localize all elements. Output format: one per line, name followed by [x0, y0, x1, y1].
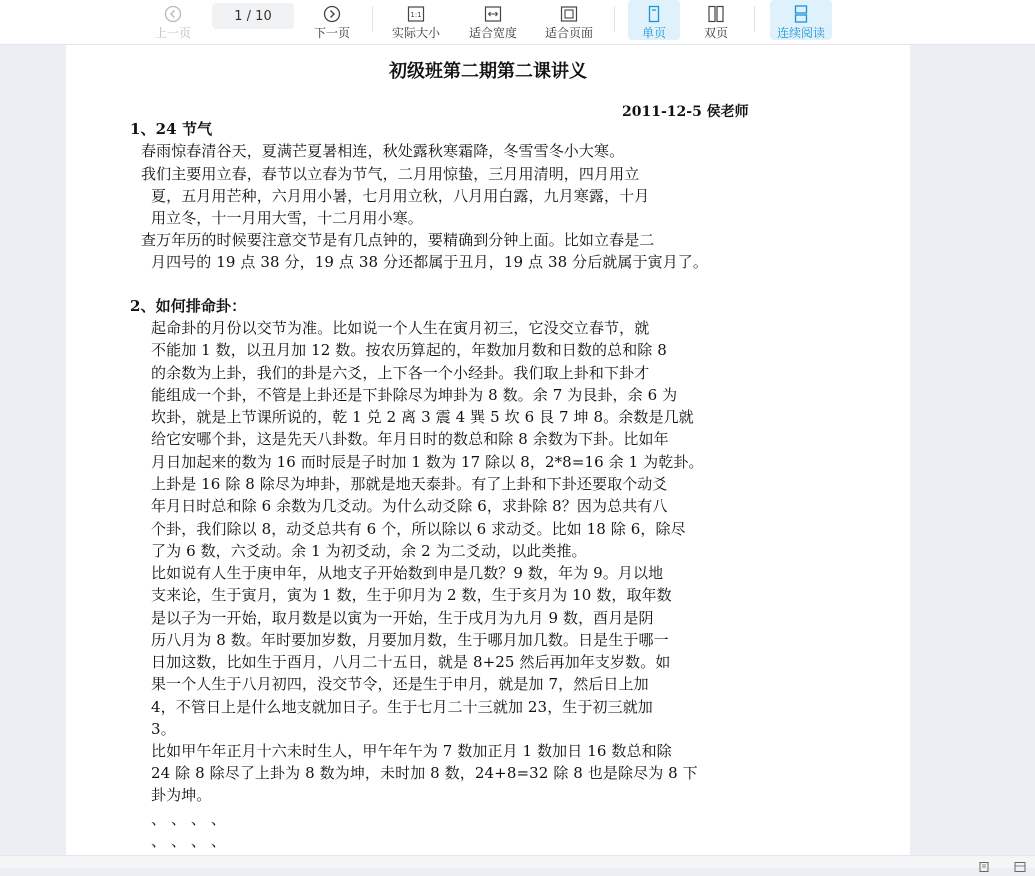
double-page-icon	[707, 5, 725, 23]
fit-page-label: 适合页面	[544, 26, 593, 40]
chevron-left-circle-icon	[164, 5, 182, 23]
document-page	[66, 45, 910, 867]
text-line: 3。	[151, 720, 176, 738]
chevron-right-circle-icon	[323, 5, 341, 23]
fit-width-label: 适合宽度	[468, 26, 517, 40]
text-line: 了为 6 数，六爻动。余 1 为初爻动，余 2 为二爻动，以此类推。	[151, 542, 587, 560]
section-heading: 1、24 节气	[130, 120, 213, 138]
text-line: 夏，五月用芒种，六月用小暑，七月用立秋，八月用白露，九月寒露，十月	[151, 187, 650, 205]
actual-size-button[interactable]	[388, 0, 444, 40]
toolbar-divider	[754, 6, 755, 32]
next-page-label: 下一页	[313, 26, 350, 40]
single-page-icon	[645, 5, 663, 23]
single-page-button[interactable]	[628, 0, 680, 40]
svg-text:1:1: 1:1	[410, 11, 422, 19]
section-heading: 2、如何排命卦：	[130, 297, 247, 315]
text-line: 个卦，我们除以 8，动爻总共有 6 个，所以除以 6 求动爻。比如 18 除 6，除尽	[151, 520, 686, 538]
text-line: 比如说有人生于庚申年，从地支子开始数到申是几数？9 数，年为 9。月以地	[151, 564, 664, 582]
fit-width-icon	[484, 5, 502, 23]
text-line: 支来论，生于寅月，寅为 1 数，生于卯月为 2 数，生于亥月为 10 数，取年数	[151, 586, 672, 604]
text-line: 的余数为上卦，我们的卦是六爻，上下各一个小经卦。我们取上卦和下卦才	[151, 364, 650, 382]
double-page-button[interactable]	[692, 0, 740, 40]
text-line: 查万年历的时候要注意交节是有几点钟的，要精确到分钟上面。比如立春是二	[141, 231, 655, 249]
fit-page-icon	[560, 5, 578, 23]
fit-page-button[interactable]	[540, 0, 598, 40]
text-line: 、 、 、 、	[151, 832, 227, 850]
continuous-reading-label: 连续阅读	[776, 26, 825, 40]
double-page-label: 双页	[703, 26, 728, 40]
text-line: 月四号的 19 点 38 分，19 点 38 分还都属于丑月，19 点 38 分后就属于寅月了。	[151, 253, 709, 271]
text-line: 月日加起来的数为 16 而时辰是子时加 1 数为 17 除以 8，2*8=16 余 1 为乾卦。	[151, 453, 704, 471]
continuous-reading-button[interactable]	[770, 0, 832, 40]
toolbar-divider	[614, 6, 615, 32]
toolbar-divider	[372, 6, 373, 32]
text-line: 上卦是 16 除 8 除尽为坤卦，那就是地天泰卦。有了上卦和下卦还要取个动爻	[151, 475, 668, 493]
text-line: 我们主要用立春，春节以立春为节气，二月用惊蛰，三月用清明，四月用立	[141, 165, 640, 183]
text-line: 4，不管日上是什么地支就加日子。生于七月二十三就加 23，生于初三就加	[151, 698, 653, 716]
fit-width-button[interactable]	[464, 0, 522, 40]
layout-icon[interactable]	[1014, 857, 1026, 867]
reader-toolbar	[0, 0, 1035, 45]
text-line: 卦为坤。	[151, 786, 212, 804]
text-line: 24 除 8 除尽了上卦为 8 数为坤，未时加 8 数，24+8=32 除 8 也是除尽为 8 下	[151, 764, 698, 782]
next-page-button[interactable]	[308, 0, 356, 40]
text-line: 不能加 1 数，以丑月加 12 数。按农历算起的，年数加月数和日数的总和除 8	[151, 341, 667, 359]
text-line: 用立冬，十一月用大雪，十二月用小寒。	[151, 209, 423, 227]
text-line: 、 、 、 、	[151, 810, 227, 828]
text-line: 果一个人生于八月初四，没交节令，还是生于申月，就是加 7，然后日上加	[151, 675, 649, 693]
text-line: 给它安哪个卦，这是先天八卦数。年月日时的数总和除 8 余数为下卦。比如年	[151, 430, 669, 448]
prev-page-button[interactable]	[150, 0, 196, 40]
text-line: 是以子为一开始，取月数是以寅为一开始，生于戌月为九月 9 数，酉月是阴	[151, 609, 654, 627]
text-line: 比如甲午年正月十六未时生人，甲午年午为 7 数加正月 1 数加日 16 数总和除	[151, 742, 672, 760]
continuous-reading-icon	[792, 5, 810, 23]
document-title: 初级班第二期第二课讲义	[389, 61, 587, 82]
single-page-label: 单页	[641, 26, 666, 40]
document-date-author: 2011-12-5 侯老师	[622, 104, 749, 120]
text-line: 能组成一个卦，不管是上卦还是下卦除尽为坤卦为 8 数。余 7 为艮卦，余 6 为	[151, 386, 678, 404]
text-line: 春雨惊春清谷天，夏满芒夏暑相连，秋处露秋寒霜降，冬雪雪冬小大寒。	[141, 142, 625, 160]
text-line: 坎卦，就是上节课所说的，乾 1 兑 2 离 3 震 4 巽 5 坎 6 艮 7 坤 8。余数是几就	[151, 408, 694, 426]
actual-size-icon	[407, 5, 425, 23]
text-line: 年月日时总和除 6 余数为几爻动。为什么动爻除 6，求卦除 8？因为总共有八	[151, 497, 668, 515]
text-line: 起命卦的月份以交节为准。比如说一个人生在寅月初三，它没交立春节，就	[151, 319, 650, 337]
text-line: 历八月为 8 数。年时要加岁数，月要加月数，生于哪月加几数。日是生于哪一	[151, 631, 669, 649]
prev-page-label: 上一页	[154, 26, 191, 40]
page-list-icon[interactable]	[978, 857, 990, 867]
page-number-input[interactable]: 1 / 10	[212, 3, 294, 29]
actual-size-label: 实际大小	[391, 26, 440, 40]
status-bar	[0, 855, 1035, 868]
text-line: 日加这数，比如生于酉月，八月二十五日，就是 8+25 然后再加年支岁数。如	[151, 653, 671, 671]
